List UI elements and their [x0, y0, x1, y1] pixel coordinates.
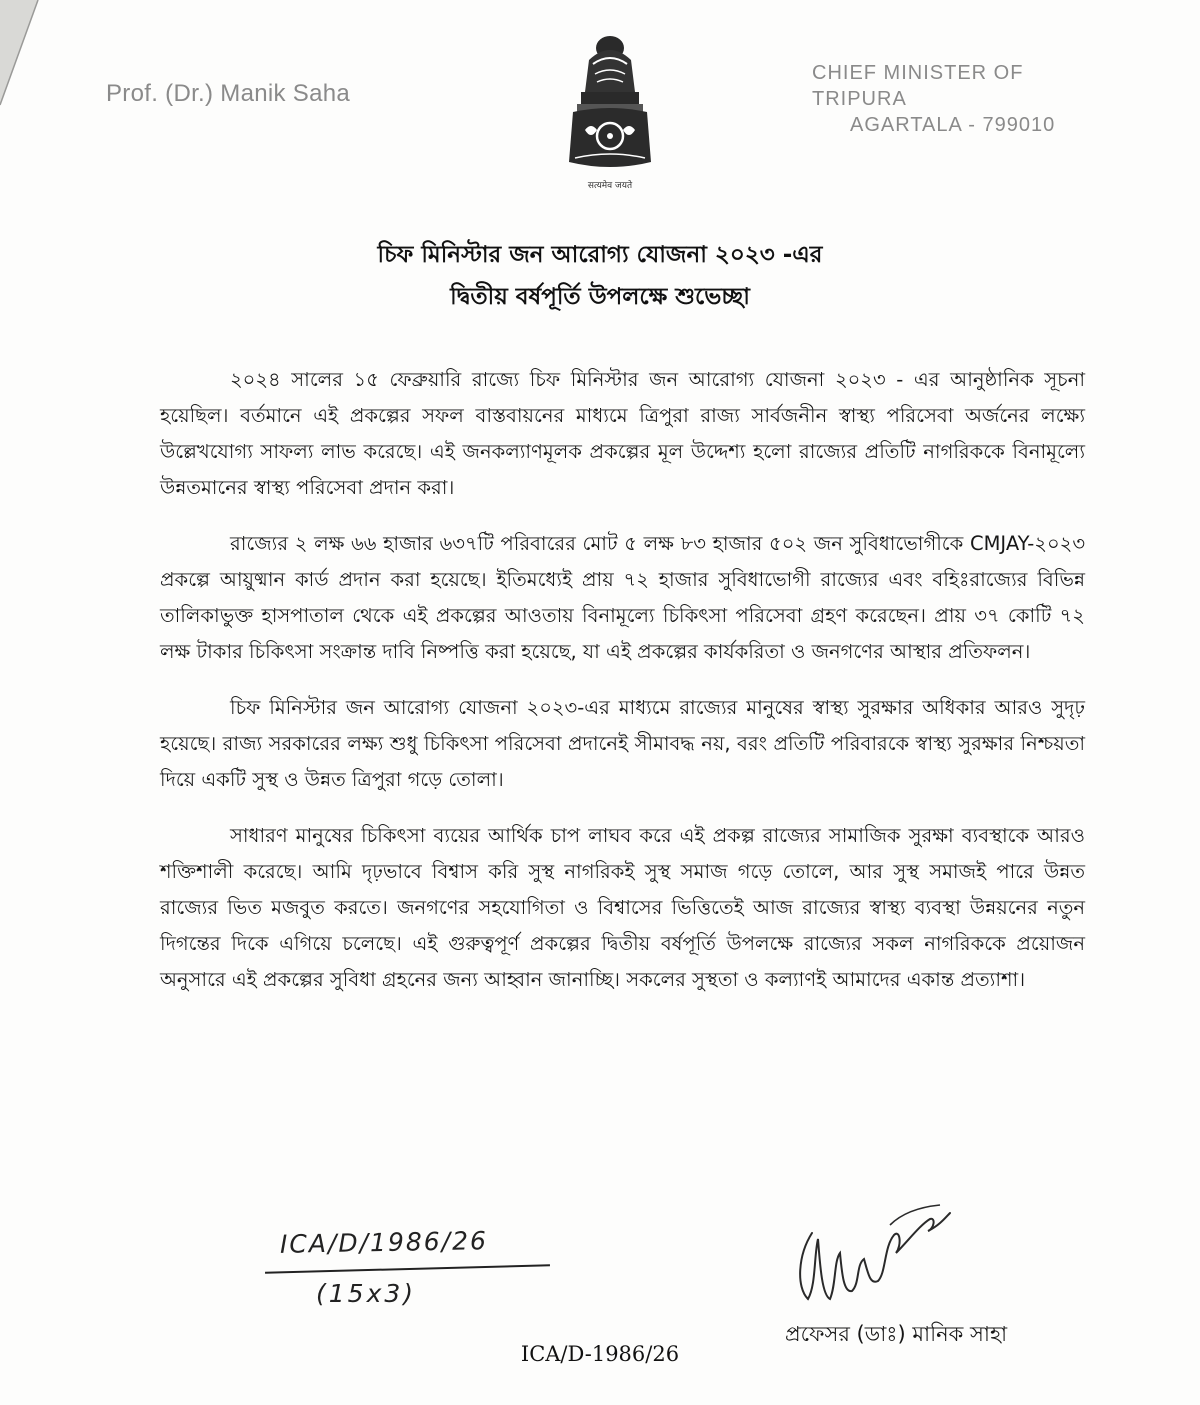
handwritten-reference: ICA/D/1986/26	[279, 1226, 489, 1259]
signature-image	[790, 1195, 960, 1315]
body-paragraph-2: রাজ্যের ২ লক্ষ ৬৬ হাজার ৬৩৭টি পরিবারের মোট ৫ লক্ষ ৮৩ হাজার ৫০২ জন সুবিধাভোগীকে CMJAY-২০২৩ প্রকল্পে আয়ুষ্মান কার্ড প্রদান করা হয়েছে। ইতিমধ্যেই প্রায় ৭২ হাজার সুবিধাভোগী রাজ্যের এবং বহিঃরাজ্যের বিভিন্ন তালিকাভুক্ত হাসপাতাল থেকে এই প্রকল্পের আওতায় বিনামূল্যে চিকিৎসা পরিসেবা গ্রহণ করেছেন। প্রায় ৩৭ কোটি ৭২ লক্ষ টাকার চিকিৎসা সংক্রান্ত দাবি নিষ্পত্তি করা হয়েছে, যা এই প্রকল্পের কার্যকরিতা ও জনগণের আস্থার প্রতিফলন।	[160, 532, 1085, 663]
letterhead-office	[812, 60, 1112, 138]
letter-title-line-2: দ্বিতীয় বর্ষপূর্তি উপলক্ষে শুভেচ্ছা	[450, 284, 750, 310]
letter-title	[0, 234, 1200, 318]
national-emblem-icon	[555, 30, 665, 195]
handwritten-underline	[265, 1264, 550, 1273]
emblem-motto: सत्यमेव जयते	[587, 181, 633, 191]
body-paragraph-4: সাধারণ মানুষের চিকিৎসা ব্যয়ের আর্থিক চাপ লাঘব করে এই প্রকল্প রাজ্যের সামাজিক সুরক্ষা ব্যবস্থাকে আরও শক্তিশালী করেছে। আমি দৃঢ়ভাবে বিশ্বাস করি সুস্থ নাগরিকই সুস্থ সমাজ গড়ে তোলে, আর সুস্থ সমাজই পারে উন্নত রাজ্যের ভিত মজবুত করতে। জনগণের সহযোগিতা ও বিশ্বাসের ভিত্তিতেই আজ রাজ্যের স্বাস্থ্য ব্যবস্থা উন্নয়নের নতুন দিগন্তের দিকে এগিয়ে চলেছে। এই গুরুত্বপূর্ণ প্রকল্পের দ্বিতীয় বর্ষপূর্তি উপলক্ষে রাজ্যের সকল নাগরিককে প্রয়োজন অনুসারে এই প্রকল্পের সুবিধা গ্রহনের জন্য আহ্বান জানাচ্ছি। সকলের সুস্থতা ও কল্যাণই আমাদের একান্ত প্রত্যাশা।	[160, 824, 1085, 991]
body-paragraph-3: চিফ মিনিস্টার জন আরোগ্য যোজনা ২০২৩-এর মাধ্যমে রাজ্যের মানুষের স্বাস্থ্য সুরক্ষার অধিকার আরও সুদৃঢ় হয়েছে। রাজ্য সরকারের লক্ষ্য শুধু চিকিৎসা পরিসেবা প্রদানেই সীমাবদ্ধ নয়, বরং প্রতিটি পরিবারকে স্বাস্থ্য সুরক্ষার নিশ্চয়তা দিয়ে একটি সুস্থ ও উন্নত ত্রিপুরা গড়ে তোলা।	[160, 696, 1085, 791]
letterhead-office-title: CHIEF MINISTER OF TRIPURA	[812, 62, 1024, 110]
letter-body	[160, 362, 1085, 1018]
letterhead-office-address: AGARTALA - 799010	[850, 114, 1056, 136]
signatory-name: প্রফেসর (ডাঃ) মানিক সাহা	[785, 1322, 1008, 1346]
letter-title-line-1: চিফ মিনিস্টার জন আরোগ্য যোজনা ২০২৩ -এর	[377, 242, 823, 268]
footer-reference: ICA/D-1986/26	[520, 1342, 680, 1366]
handwritten-size: (15x3)	[316, 1279, 417, 1308]
body-paragraph-1: ২০২৪ সালের ১৫ ফেব্রুয়ারি রাজ্যে চিফ মিনিস্টার জন আরোগ্য যোজনা ২০২৩ - এর আনুষ্ঠানিক সূচনা হয়েছিল। বর্তমানে এই প্রকল্পের সফল বাস্তবায়নের মাধ্যমে ত্রিপুরা রাজ্য সার্বজনীন স্বাস্থ্য পরিসেবা অর্জনের লক্ষ্যে উল্লেখযোগ্য সাফল্য লাভ করেছে। এই জনকল্যাণমূলক প্রকল্পের মূল উদ্দেশ্য হলো রাজ্যের প্রতিটি নাগরিককে বিনামূল্যে উন্নতমানের স্বাস্থ্য পরিসেবা প্রদান করা।	[160, 368, 1085, 499]
page-fold-corner	[0, 0, 40, 110]
letterhead-name: Prof. (Dr.) Manik Saha	[106, 80, 351, 107]
